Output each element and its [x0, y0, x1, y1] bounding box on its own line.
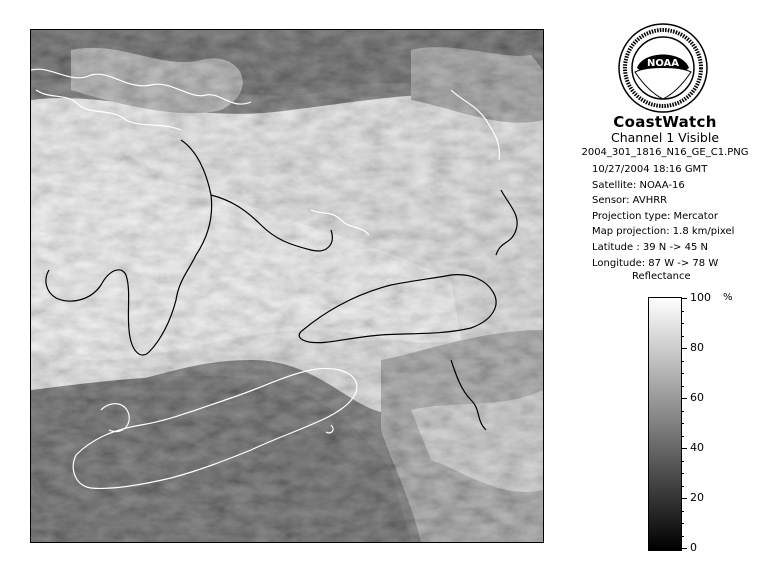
colorbar-tick [681, 411, 684, 412]
colorbar-tick [681, 523, 684, 524]
colorbar-tick [681, 486, 684, 487]
colorbar-tick-label: 100 [690, 291, 711, 304]
colorbar-tick [681, 336, 684, 337]
colorbar-title: Reflectance [632, 271, 691, 282]
sensor-text: Sensor: AVHRR [592, 195, 668, 207]
colorbar-tick-label: 20 [690, 491, 704, 504]
colorbar-tick [681, 311, 684, 312]
colorbar-tick [681, 423, 684, 424]
colorbar-tick [681, 361, 684, 362]
colorbar-tick [681, 398, 687, 399]
map-canvas [31, 30, 543, 542]
colorbar-tick-label: 40 [690, 441, 704, 454]
longitude-text: Longitude: 87 W -> 78 W [592, 257, 719, 269]
latitude-text: Latitude : 39 N -> 45 N [592, 241, 708, 253]
colorbar-tick [681, 323, 684, 324]
colorbar-tick-label: 80 [690, 341, 704, 354]
colorbar-tick [681, 298, 687, 299]
noaa-logo-text: NOAA [646, 58, 680, 69]
reflectance-colorbar [648, 297, 682, 551]
colorbar-tick [681, 536, 684, 537]
date-time-text: 10/27/2004 18:16 GMT [592, 164, 708, 175]
colorbar-unit: % [723, 292, 733, 303]
metadata-block [592, 162, 734, 271]
noaa-logo [617, 22, 709, 114]
colorbar-tick-label: 60 [690, 391, 704, 404]
channel-label: Channel 1 Visible [610, 130, 720, 145]
info-header [560, 114, 770, 159]
noaa-seal-icon [617, 22, 709, 114]
colorbar-tick [681, 473, 684, 474]
satellite-map [30, 29, 544, 543]
projection-type-text: Projection type: Mercator [592, 210, 718, 222]
colorbar-tick [681, 548, 687, 549]
brand-title: CoastWatch [613, 113, 717, 131]
colorbar-tick [681, 348, 687, 349]
colorbar-tick-label: 0 [690, 541, 697, 554]
map-projection-text: Map projection: 1.8 km/pixel [592, 226, 735, 238]
filename-label: 2004_301_1816_N16_GE_C1.PNG [581, 147, 749, 158]
colorbar-tick [681, 461, 684, 462]
colorbar-tick [681, 373, 684, 374]
colorbar-tick [681, 436, 684, 437]
colorbar-tick [681, 498, 687, 499]
colorbar-tick [681, 511, 684, 512]
colorbar-tick [681, 448, 687, 449]
satellite-text: Satellite: NOAA-16 [592, 179, 685, 191]
colorbar-tick [681, 386, 684, 387]
